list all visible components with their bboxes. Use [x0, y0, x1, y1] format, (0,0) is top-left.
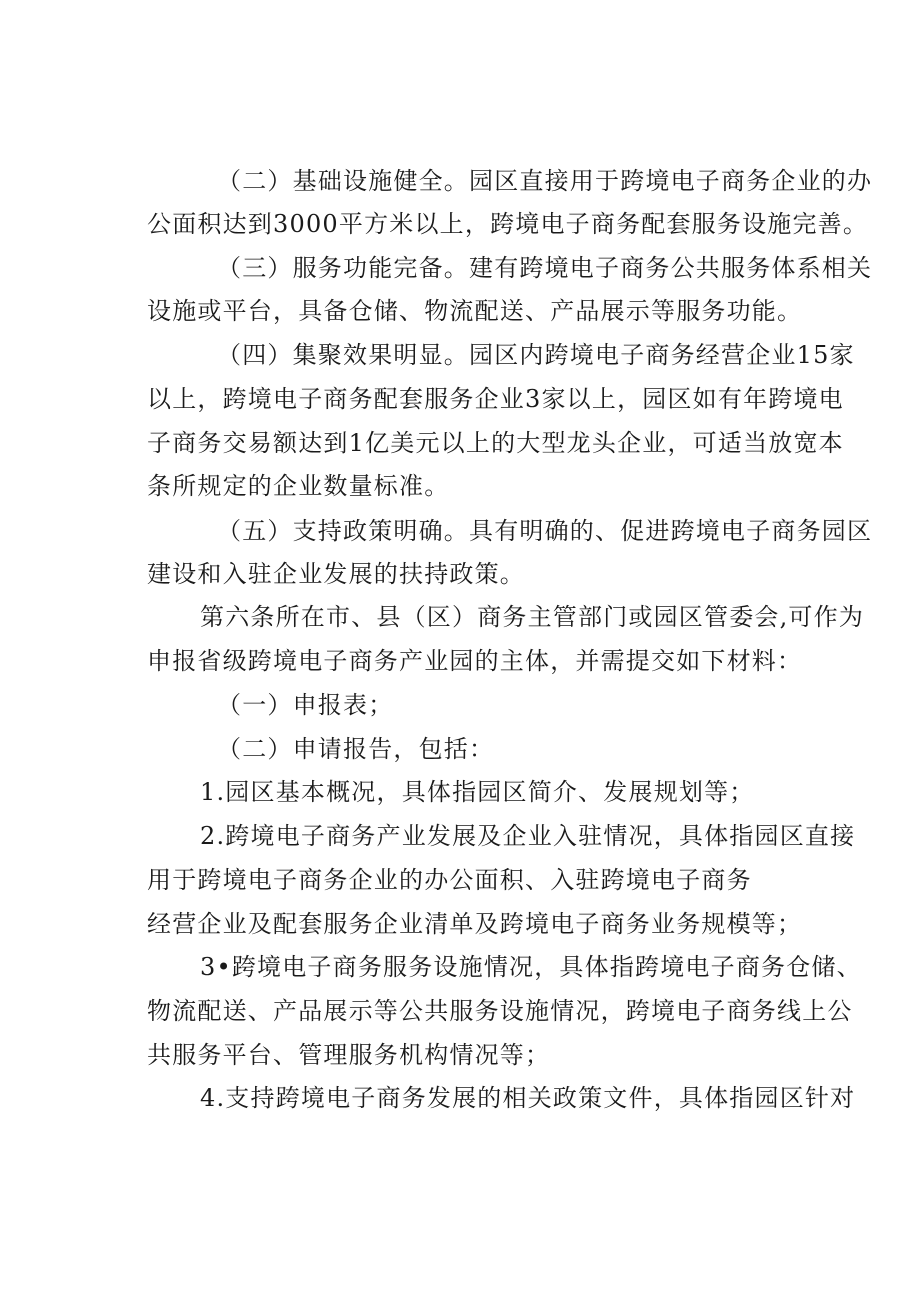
list-item-line: （一）申报表；	[217, 691, 394, 719]
paragraph-line: 用于跨境电子商务企业的办公面积、入驻跨境电子商务	[147, 866, 752, 894]
paragraph-line: 共服务平台、管理服务机构情况等；	[147, 1041, 551, 1069]
paragraph-line: 物流配送、产品展示等公共服务设施情况，跨境电子商务线上公	[147, 997, 853, 1025]
paragraph-line: （五）支持政策明确。具有明确的、促进跨境电子商务园区	[217, 517, 873, 545]
list-item-line: 3•跨境电子商务服务设施情况，具体指跨境电子商务仓储、	[200, 953, 862, 981]
paragraph-line: 经营企业及配套服务企业清单及跨境电子商务业务规模等；	[147, 910, 803, 938]
paragraph-line: （二）基础设施健全。园区直接用于跨境电子商务企业的办	[217, 167, 873, 195]
paragraph-line: 条所规定的企业数量标准。	[147, 472, 450, 500]
list-item-line: （二）申请报告，包括：	[217, 735, 495, 763]
list-item-line: 4.支持跨境电子商务发展的相关政策文件，具体指园区针对	[200, 1084, 856, 1112]
article-line: 第六条所在市、县（区）商务主管部门或园区管委会,可作为	[200, 603, 865, 631]
paragraph-line: （四）集聚效果明显。园区内跨境电子商务经营企业15家	[217, 341, 855, 369]
paragraph-line: 子商务交易额达到1亿美元以上的大型龙头企业，可适当放宽本	[147, 429, 844, 457]
paragraph-line: 公面积达到3000平方米以上，跨境电子商务配套服务设施完善。	[147, 210, 869, 238]
paragraph-line: 设施或平台，具备仓储、物流配送、产品展示等服务功能。	[147, 297, 803, 325]
paragraph-line: 建设和入驻企业发展的扶持政策。	[147, 560, 525, 588]
list-item-line: 2.跨境电子商务产业发展及企业入驻情况，具体指园区直接	[200, 822, 856, 850]
paragraph-line: 以上，跨境电子商务配套服务企业3家以上，园区如有年跨境电	[147, 385, 844, 413]
list-item-line: 1.园区基本概况，具体指园区简介、发展规划等；	[200, 778, 755, 806]
paragraph-line: （三）服务功能完备。建有跨境电子商务公共服务体系相关	[217, 254, 873, 282]
paragraph-line: 申报省级跨境电子商务产业园的主体，并需提交如下材料：	[147, 647, 803, 675]
